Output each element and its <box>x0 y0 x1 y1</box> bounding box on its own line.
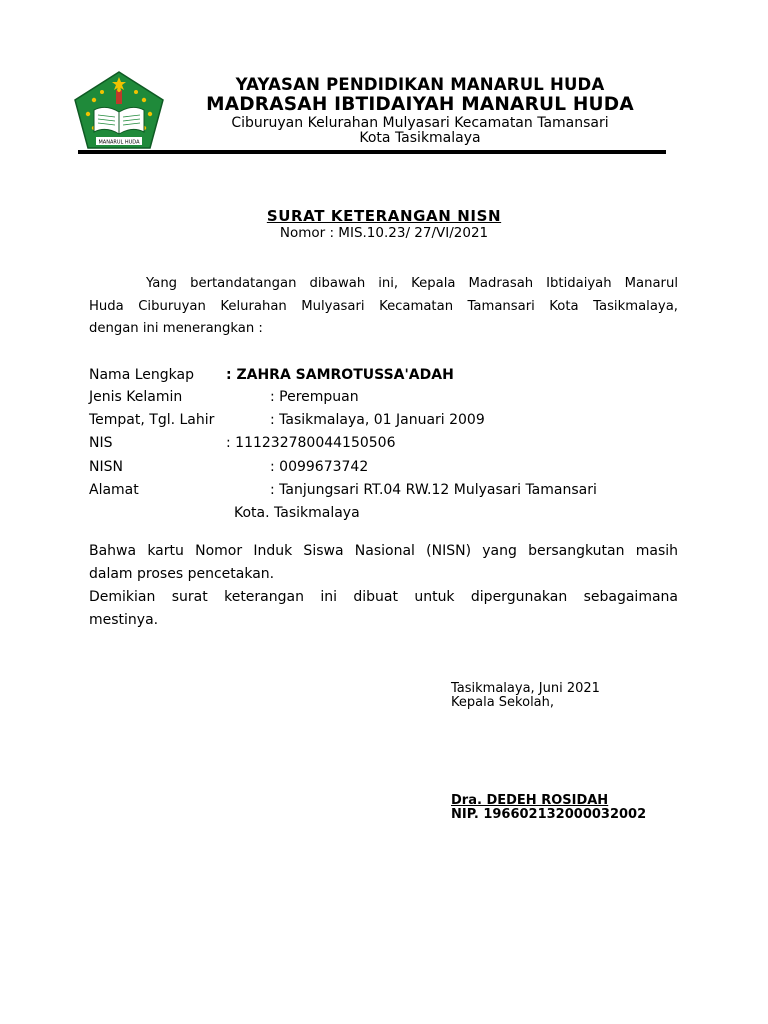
field-label-gender: Jenis Kelamin <box>89 389 183 405</box>
body-line-4: mestinya. <box>89 612 159 628</box>
address-line-2: Kota Tasikmalaya <box>359 130 481 146</box>
body-line-2: dalam proses pencetakan. <box>89 566 275 582</box>
field-label-birth: Tempat, Tgl. Lahir <box>89 412 215 428</box>
intro-line-2: Huda Ciburuyan Kelurahan Mulyasari Kecamatan Tamansari Kota Tasikmalaya, <box>89 299 678 314</box>
field-value-address-continuation: Kota. Tasikmalaya <box>234 505 360 521</box>
body-line-3: Demikian surat keterangan ini dibuat untuk dipergunakan sebagaimana <box>89 589 678 605</box>
signature-position: Kepala Sekolah, <box>451 695 555 710</box>
field-value-gender: : Perempuan <box>270 389 359 405</box>
body-line-1: Bahwa kartu Nomor Induk Siswa Nasional (NISN) yang bersangkutan masih <box>89 543 678 559</box>
field-value-name: : ZAHRA SAMROTUSSA'ADAH <box>226 367 454 383</box>
signature-place-date: Tasikmalaya, Juni 2021 <box>451 681 600 696</box>
letter-title: SURAT KETERANGAN NISN <box>266 207 502 225</box>
address-line-1: Ciburuyan Kelurahan Mulyasari Kecamatan Tamansari <box>231 115 609 131</box>
field-value-nis: : 111232780044150506 <box>226 435 396 451</box>
signatory-nip: NIP. 196602132000032002 <box>451 807 647 822</box>
school-logo <box>72 70 166 150</box>
school-name: MADRASAH IBTIDAIYAH MANARUL HUDA <box>206 94 634 115</box>
letterhead-divider <box>78 150 666 154</box>
signatory-name: Dra. DEDEH ROSIDAH <box>451 793 609 808</box>
field-label-name: Nama Lengkap <box>89 367 194 383</box>
logo-text: MANARUL HUDA <box>98 139 140 146</box>
intro-line-3: dengan ini menerangkan : <box>89 321 263 336</box>
letter-number: Nomor : MIS.10.23/ 27/VI/2021 <box>279 225 489 241</box>
field-value-address: : Tanjungsari RT.04 RW.12 Mulyasari Tamansari <box>270 482 597 498</box>
field-label-address: Alamat <box>89 482 139 498</box>
field-label-nis: NIS <box>89 435 113 451</box>
field-label-nisn: NISN <box>89 459 123 475</box>
foundation-name: YAYASAN PENDIDIKAN MANARUL HUDA <box>235 75 605 94</box>
intro-line-1: Yang bertandatangan dibawah ini, Kepala Madrasah Ibtidaiyah Manarul <box>146 276 678 291</box>
field-value-nisn: : 0099673742 <box>270 459 369 475</box>
field-value-birth: : Tasikmalaya, 01 Januari 2009 <box>270 412 485 428</box>
